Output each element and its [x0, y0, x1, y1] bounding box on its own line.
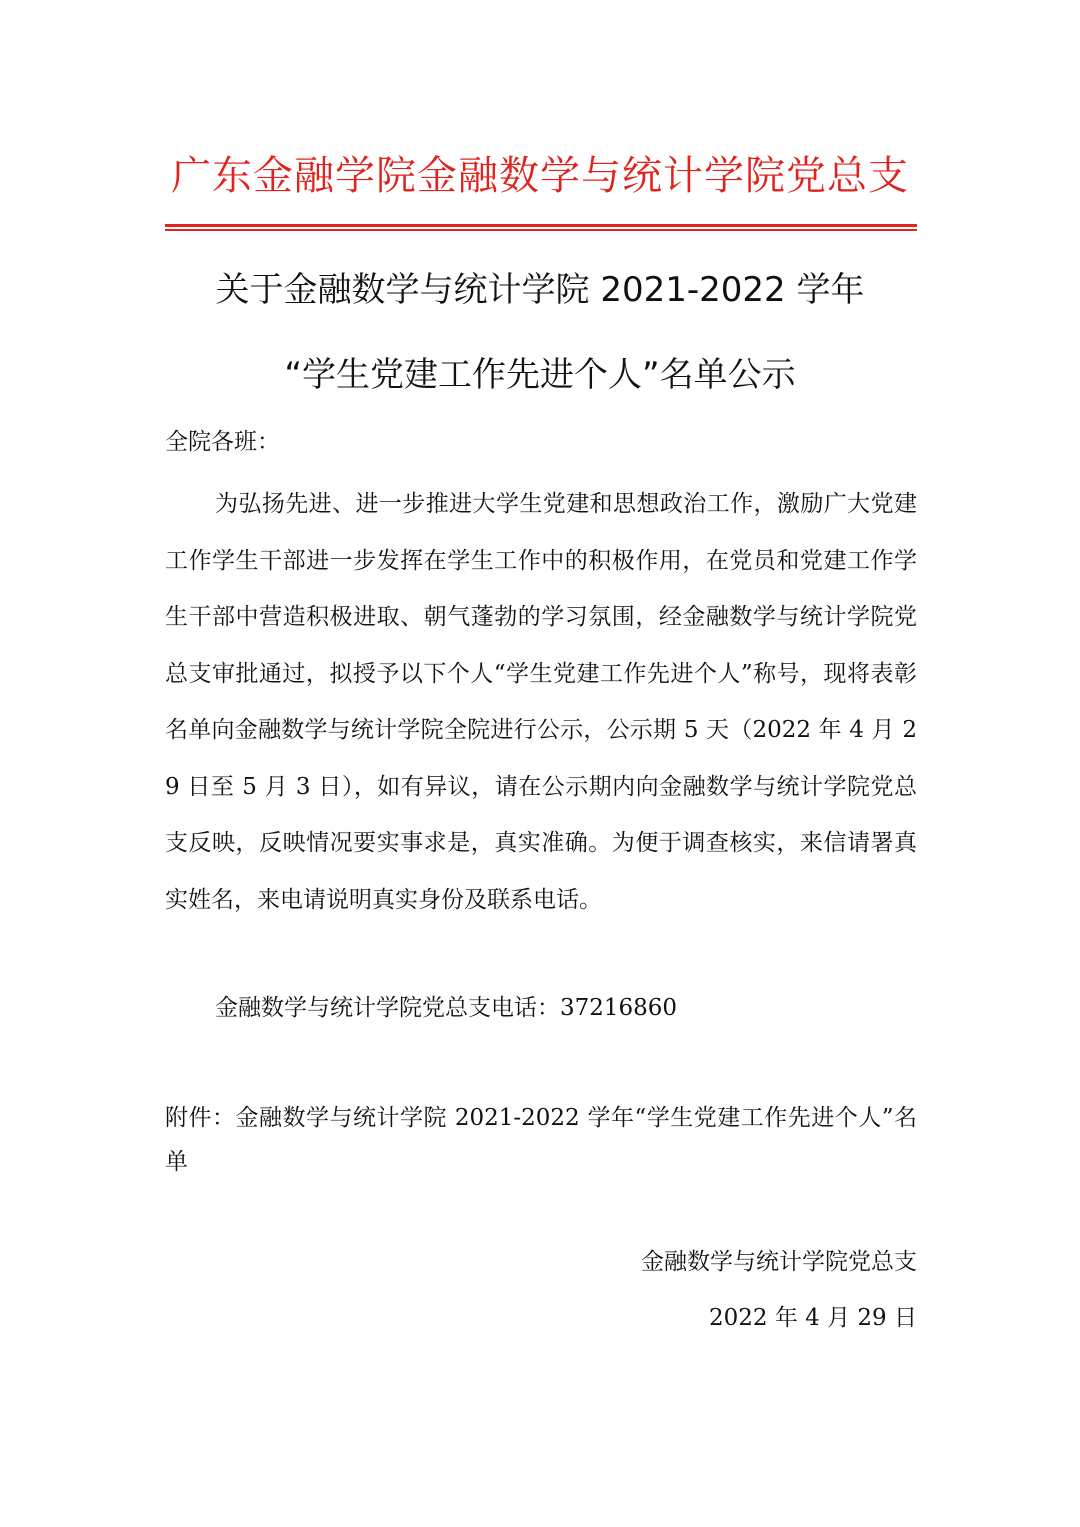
contact-phone-label: 金融数学与统计学院党总支电话： — [215, 995, 560, 1021]
document-title-line-1: 关于金融数学与统计学院 2021-2022 学年 — [215, 270, 865, 310]
red-divider-thin-line — [165, 229, 917, 231]
organization-header: 广东金融学院金融数学与统计学院党总支 — [171, 153, 909, 199]
red-divider-thick-line — [165, 224, 917, 227]
attachment-note: 附件：金融数学与统计学院 2021-2022 学年“学生党建工作先进个人”名单 — [165, 1105, 917, 1175]
document-title-line-2: “学生党建工作先进个人”名单公示 — [284, 355, 796, 395]
signature-date: 2022 年 4 月 29 日 — [709, 1305, 917, 1331]
salutation: 全院各班： — [165, 429, 280, 455]
contact-phone-number: 37216860 — [560, 995, 678, 1021]
signature-organization: 金融数学与统计学院党总支 — [641, 1249, 917, 1275]
red-divider — [165, 224, 917, 232]
contact-phone-line — [215, 986, 677, 1030]
body-paragraph: 为弘扬先进、进一步推进大学生党建和思想政治工作，激励广大党建工作学生干部进一步发挥在学生工作中的积极作用，在党员和党建工作学生干部中营造积极进取、朝气蓬勃的学习氛围，经金融数学与统计学院党总支审批通过，拟授予以下个人“学生党建工作先进个人”称号，现将表彰名单向金融数学与统计学院全院进行公示，公示期 5 天（2022 年 4 月 29 日至 5 月 3 日），如有异议，请在公示期内向金融数学与统计学院党总支反映，反映情况要实事求是，真实准确。为便于调查核实，来信请署真实姓名，来电请说明真实身份及联系电话。 — [165, 491, 917, 913]
